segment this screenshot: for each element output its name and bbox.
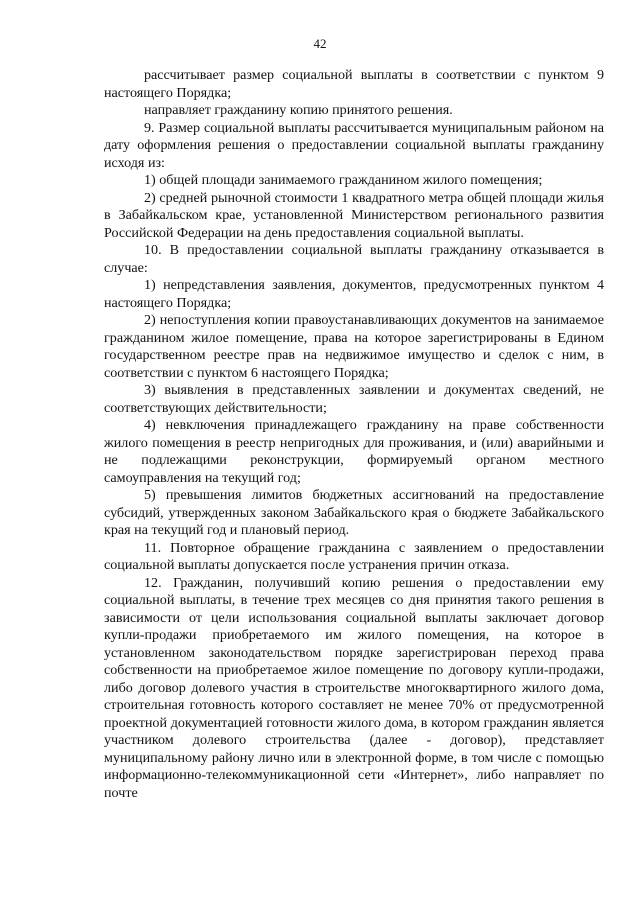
paragraph-item-11: 11. Повторное обращение гражданина с заявлением о предоставлении социальной выплаты допускается после устранения причин отказа. [104, 539, 604, 573]
paragraph-item-10-5: 5) превышения лимитов бюджетных ассигнований на предоставление субсидий, утвержденных законом Забайкальского края о бюджете Забайкальского края на текущий год и плановый период. [104, 487, 604, 538]
paragraph-send-copy: направляет гражданину копию принятого решения. [144, 102, 453, 118]
paragraph-item-12: 12. Гражданин, получивший копию решения о предоставлении ему социальной выплаты, в течение трех месяцев со дня принятия такого решения в зависимости от цели использования социальной выплаты заключает договор купли-продажи приобретаемого им жилого помещения, на которое в установленном законодательством порядке зарегистрирован переход права собственности на приобретаемое жилое помещение по договору купли-продажи, либо договор долевого участия в строительстве многоквартирного жилого дома, строительная готовность которого составляет не менее 70% от предусмотренной проектной документацией готовности жилого дома, в котором гражданин является участником долевого строительства (далее - договор), представляет муниципальному району лично или в электронной форме, в том числе с помощью информационно-телекоммуникационной сети «Интернет», либо направляет по почте [104, 574, 604, 801]
paragraph-item-10-1: 1) непредставления заявления, документов, предусмотренных пунктом 4 настоящего Порядка; [104, 277, 604, 311]
document-body [104, 67, 604, 802]
paragraph-item-9: 9. Размер социальной выплаты рассчитывается муниципальным районом на дату оформления решения о предоставлении социальной выплаты гражданину исходя из: [104, 119, 604, 171]
paragraph-item-10-3: 3) выявления в представленных заявлении и документах сведений, не соответствующих действительности; [104, 382, 604, 416]
paragraph-item-9-1: 1) общей площади занимаемого гражданином жилого помещения; [144, 172, 543, 188]
page-number: 42 [313, 36, 327, 51]
paragraph-item-10-4: 4) невключения принадлежащего гражданину на праве собственности жилого помещения в реестр непригодных для проживания, и (или) аварийными и не подлежащими реконструкции, формируемый органом местного самоуправления на текущий год; [104, 417, 604, 486]
paragraph-item-10: 10. В предоставлении социальной выплаты гражданину отказывается в случае: [104, 242, 604, 276]
paragraph-calc-reference: рассчитывает размер социальной выплаты в соответствии с пунктом 9 настоящего Порядка; [104, 67, 604, 101]
paragraph-item-9-2: 2) средней рыночной стоимости 1 квадратного метра общей площади жилья в Забайкальском крае, установленной Министерством регионального развития Российской Федерации на день предоставления социальной выплаты. [104, 189, 604, 241]
paragraph-item-10-2: 2) непоступления копии правоустанавливающих документов на занимаемое гражданином жилое помещение, права на которое зарегистрированы в Едином государственном реестре прав на недвижимое имущество и сделок с ним, в соответствии с пунктом 6 настоящего Порядка; [104, 312, 604, 381]
